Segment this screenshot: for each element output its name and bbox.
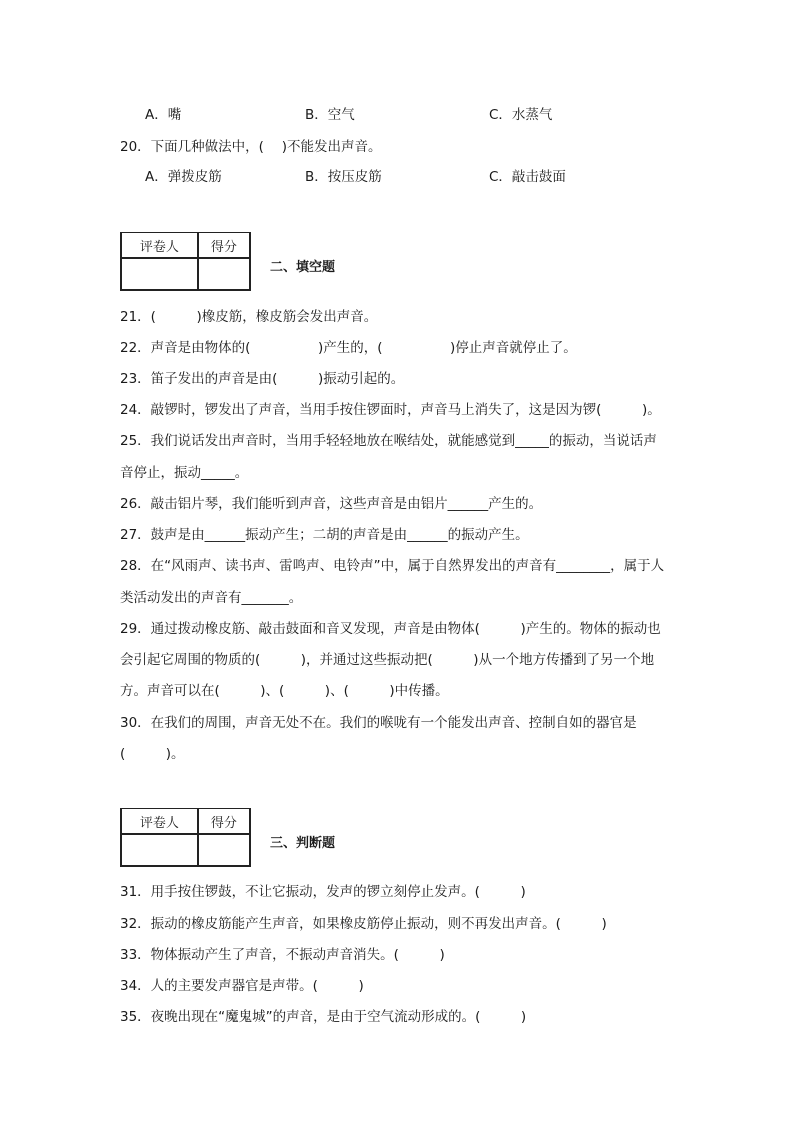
q20-option-c: C．敲击鼓面 xyxy=(489,169,566,185)
q32: 32．振动的橡皮筋能产生声音，如果橡皮筋停止振动，则不再发出声音。( ) xyxy=(120,916,607,932)
q30-line1: 30．在我们的周围，声音无处不在。我们的喉咙有一个能发出声音、控制自如的器官是 xyxy=(120,715,637,731)
reviewer-label: 评卷人 xyxy=(121,809,198,835)
q20-option-b: B．按压皮筋 xyxy=(305,169,382,185)
reviewer-cell xyxy=(121,834,198,866)
q30-line2: ( )。 xyxy=(120,746,185,762)
score-cell xyxy=(198,834,250,866)
q21: 21．( )橡皮筋，橡皮筋会发出声音。 xyxy=(120,309,378,325)
score-box-section3 xyxy=(120,808,251,867)
q33: 33．物体振动产生了声音，不振动声音消失。( ) xyxy=(120,947,445,963)
q24: 24．敲锣时，锣发出了声音，当用手按住锣面时，声音马上消失了，这是因为锣( )。 xyxy=(120,402,661,418)
q19-option-b: B．空气 xyxy=(305,107,355,123)
q28-line2: 类活动发出的声音有_______。 xyxy=(120,590,303,606)
q19-option-c: C．水蒸气 xyxy=(489,107,553,123)
q23: 23．笛子发出的声音是由( )振动引起的。 xyxy=(120,371,405,387)
score-box-section2 xyxy=(120,232,251,291)
q19-option-a: A．嘴 xyxy=(145,107,182,123)
q34: 34．人的主要发声器官是声带。( ) xyxy=(120,978,364,994)
q27: 27．鼓声是由______振动产生；二胡的声音是由______的振动产生。 xyxy=(120,527,529,543)
q29-line3: 方。声音可以在( )、( )、( )中传播。 xyxy=(120,683,449,699)
q29-line2: 会引起它周围的物质的( )，并通过这些振动把( )从一个地方传播到了另一个地 xyxy=(120,652,655,668)
q20-option-a: A．弹拨皮筋 xyxy=(145,169,222,185)
q22: 22．声音是由物体的( )产生的，( )停止声音就停止了。 xyxy=(120,340,577,356)
q31: 31．用手按住锣鼓，不让它振动，发声的锣立刻停止发声。( ) xyxy=(120,884,526,900)
section3-title: 三、判断题 xyxy=(270,836,336,851)
q25-line1: 25．我们说话发出声音时，当用手轻轻地放在喉结处，就能感觉到_____的振动，当说话声 xyxy=(120,433,657,449)
section2-title: 二、填空题 xyxy=(270,260,336,275)
q35: 35．夜晚出现在“魔鬼城”的声音，是由于空气流动形成的。( ) xyxy=(120,1009,527,1025)
score-label: 得分 xyxy=(198,233,250,259)
q26: 26．敲击铝片琴，我们能听到声音，这些声音是由铝片______产生的。 xyxy=(120,496,543,512)
reviewer-label: 评卷人 xyxy=(121,233,198,259)
q28-line1: 28．在“风雨声、读书声、雷鸣声、电铃声”中，属于自然界发出的声音有________，属于人 xyxy=(120,558,665,574)
q20-stem: 20．下面几种做法中，( )不能发出声音。 xyxy=(120,139,382,155)
q29-line1: 29．通过拨动橡皮筋、敲击鼓面和音叉发现，声音是由物体( )产生的。物体的振动也 xyxy=(120,621,661,637)
score-cell xyxy=(198,258,250,290)
reviewer-cell xyxy=(121,258,198,290)
q25-line2: 音停止，振动_____。 xyxy=(120,465,249,481)
score-label: 得分 xyxy=(198,809,250,835)
